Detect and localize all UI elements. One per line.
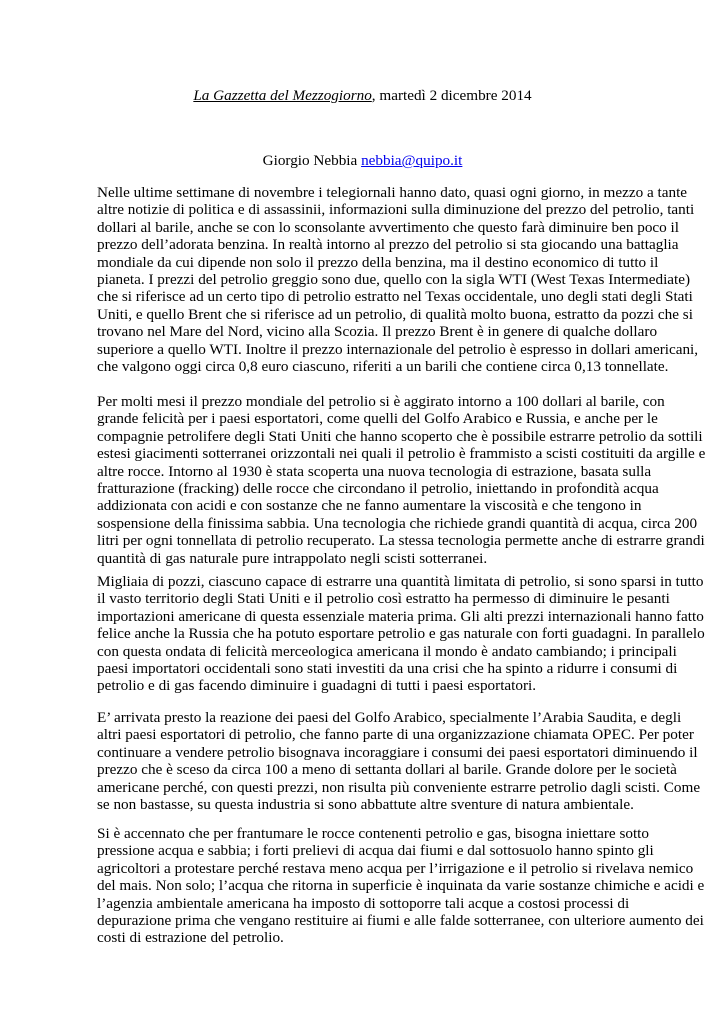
text-line: con questa ondata di felicità merceologica americana il mondo è andato cambiando; i principali [97,642,677,660]
text-line: prezzo che è sceso da circa 100 a meno di settanta dollari al barile. Grande dolore per le società [97,761,677,779]
paragraph-3 [97,573,705,695]
text-line: l’agenzia ambientale americana ha imposto di sottoporre tali acque a costosi processi di [97,894,630,912]
author-email-link[interactable]: nebbia@quipo.it [361,152,463,169]
text-line: sospensione della finissima sabbia. Una tecnologia che richiede grandi quantità di acqua, circa 200 [97,514,698,532]
text-line: che si riferisce ad un certo tipo di petrolio estratto nel Texas occidentale, uno degli stati degli Stati [97,288,693,306]
text-line: Migliaia di pozzi, ciascuno capace di estrarre una quantità limitata di petrolio, si sono sparsi in tutto [97,573,704,590]
publication-date: , martedì 2 dicembre 2014 [371,87,532,104]
text-line: pressione acqua e sabbia; i forti prelievi di acqua dai fiumi e dal sottosuolo hanno spinto gli [97,842,654,860]
text-line: il vasto territorio degli Stati Uniti e il petrolio così estratto ha permesso di diminuire le pesanti [97,590,670,608]
text-line: Nelle ultime settimane di novembre i telegiornali hanno dato, quasi ogni giorno, in mezzo a tante [97,184,688,201]
text-line: altri paesi esportatori di petrolio, che fanno parte di una organizzazione chiamata OPEC. Per poter [97,726,694,744]
text-line: altre rocce. Intorno al 1930 è stata scoperta una nuova tecnologia di estrazione, basata sulla [97,462,652,480]
text-line: importazioni americane di questa essenziale materia prima. Gli alti prezzi internazionali hanno fatto [97,607,704,625]
text-line: trovano nel Mare del Nord, vicino alla Scozia. Il prezzo Brent è in genere di qualche dollaro [97,323,658,341]
text-line: del mais. Non solo; l’acqua che ritorna in superficie è inquinata da varie sostanze chimiche e acidi e [97,877,705,895]
text-line: Per molti mesi il prezzo mondiale del petrolio si è aggirato intorno a 100 dollari al barile, con [97,393,665,410]
text-line: che valgono oggi circa 0,8 euro ciascuno, riferiti a un barili che contiene circa 0,13 tonnellate. [97,357,669,375]
text-line: Si è accennato che per frantumare le rocce contenenti petrolio e gas, bisogna iniettare sotto [97,825,650,842]
publication-header [0,87,725,104]
paragraph-5 [97,825,705,947]
text-line: petrolio e di gas facendo diminuire i guadagni di tutti i paesi esportatori. [97,677,537,695]
text-line: addizionata con acidi e con sostanze che ne fanno aumentare la viscosità e che tengono in [97,497,642,515]
paragraph-1 [97,184,699,375]
text-line: felice anche la Russia che ha potuto esportare petrolio e gas naturale con forti guadagni. In parallelo [97,625,705,643]
text-line: se non bastasse, su questa industria si sono abbattute altre sventure di natura ambientale. [97,795,634,813]
text-line: Uniti, e quello Brent che si riferisce ad un petrolio, di qualità molto buona, estratto da pozzi che si [97,305,693,323]
text-line: fratturazione (fracking) delle rocce che circondano il petrolio, iniettando in profondità acqua [97,479,659,497]
text-line: litri per ogni tonnellata di petrolio recuperato. La stessa tecnologia permette anche di estrarre grandi [97,532,705,550]
text-line: altre notizie di politica e di assassinii, informazioni sulla diminuzione del prezzo del petrolio, tanti [97,201,695,219]
author-name: Giorgio Nebbia [262,152,362,169]
text-line: agricoltori a protestare perché restava meno acqua per l’irrigazione e il petrolio si rivelava nemico [97,859,694,877]
text-line: estesi giacimenti sotterranei orizzontali nei quali il petrolio è frammisto a scisti costituiti da argille e [97,445,706,463]
text-line: grande felicità per i paesi esportatori, come quelli del Golfo Arabico e Russia, e anche per le [97,410,658,428]
text-line: pianeta. I prezzi del petrolio greggio sono due, quello con la sigla WTI (West Texas Intermediate) [97,270,691,288]
text-line: paesi importatori occidentali sono stati investiti da una crisi che ha spinto a ridurre i consumi di [97,659,678,677]
paragraph-2 [97,393,706,567]
text-line: dollari al barile, anche se con lo sconsolante avvertimento che questo farà diminuire ben poco il [97,218,679,236]
paragraph-4 [97,709,701,813]
text-line: E’ arrivata presto la reazione dei paesi del Golfo Arabico, specialmente l’Arabia Saudita, e degli [97,709,682,726]
text-line: depurazione prima che vengano restituire ai fiumi e alle falde sotterranee, con ulteriore aumento dei [97,911,704,929]
author-line [0,152,725,169]
text-line: americane perché, con questi prezzi, non risulta più conveniente estrarre petrolio dagli scisti. Come [97,778,701,796]
text-line: costi di estrazione del petrolio. [97,929,284,947]
text-line: compagnie petrolifere degli Stati Uniti che hanno scoperto che è possibile estrarre petrolio da sottili [97,427,703,445]
text-line: superiore a quello WTI. Inoltre il prezzo internazionale del petrolio è espresso in dollari americani, [97,340,699,358]
newspaper-name: La Gazzetta del Mezzogiorno [193,87,372,104]
text-line: prezzo dell’adorata benzina. In realtà intorno al prezzo del petrolio si sta giocando una battaglia [97,236,679,254]
text-line: mondiale da cui dipende non solo il prezzo della benzina, ma il destino economico di tutto il [97,253,659,271]
text-line: quantità di gas naturale pure intrappolato negli scisti sotterranei. [97,549,488,567]
text-line: continuare a vendere petrolio bisognava incoraggiare i consumi dei paesi esportatori diminuendo il [97,743,698,761]
